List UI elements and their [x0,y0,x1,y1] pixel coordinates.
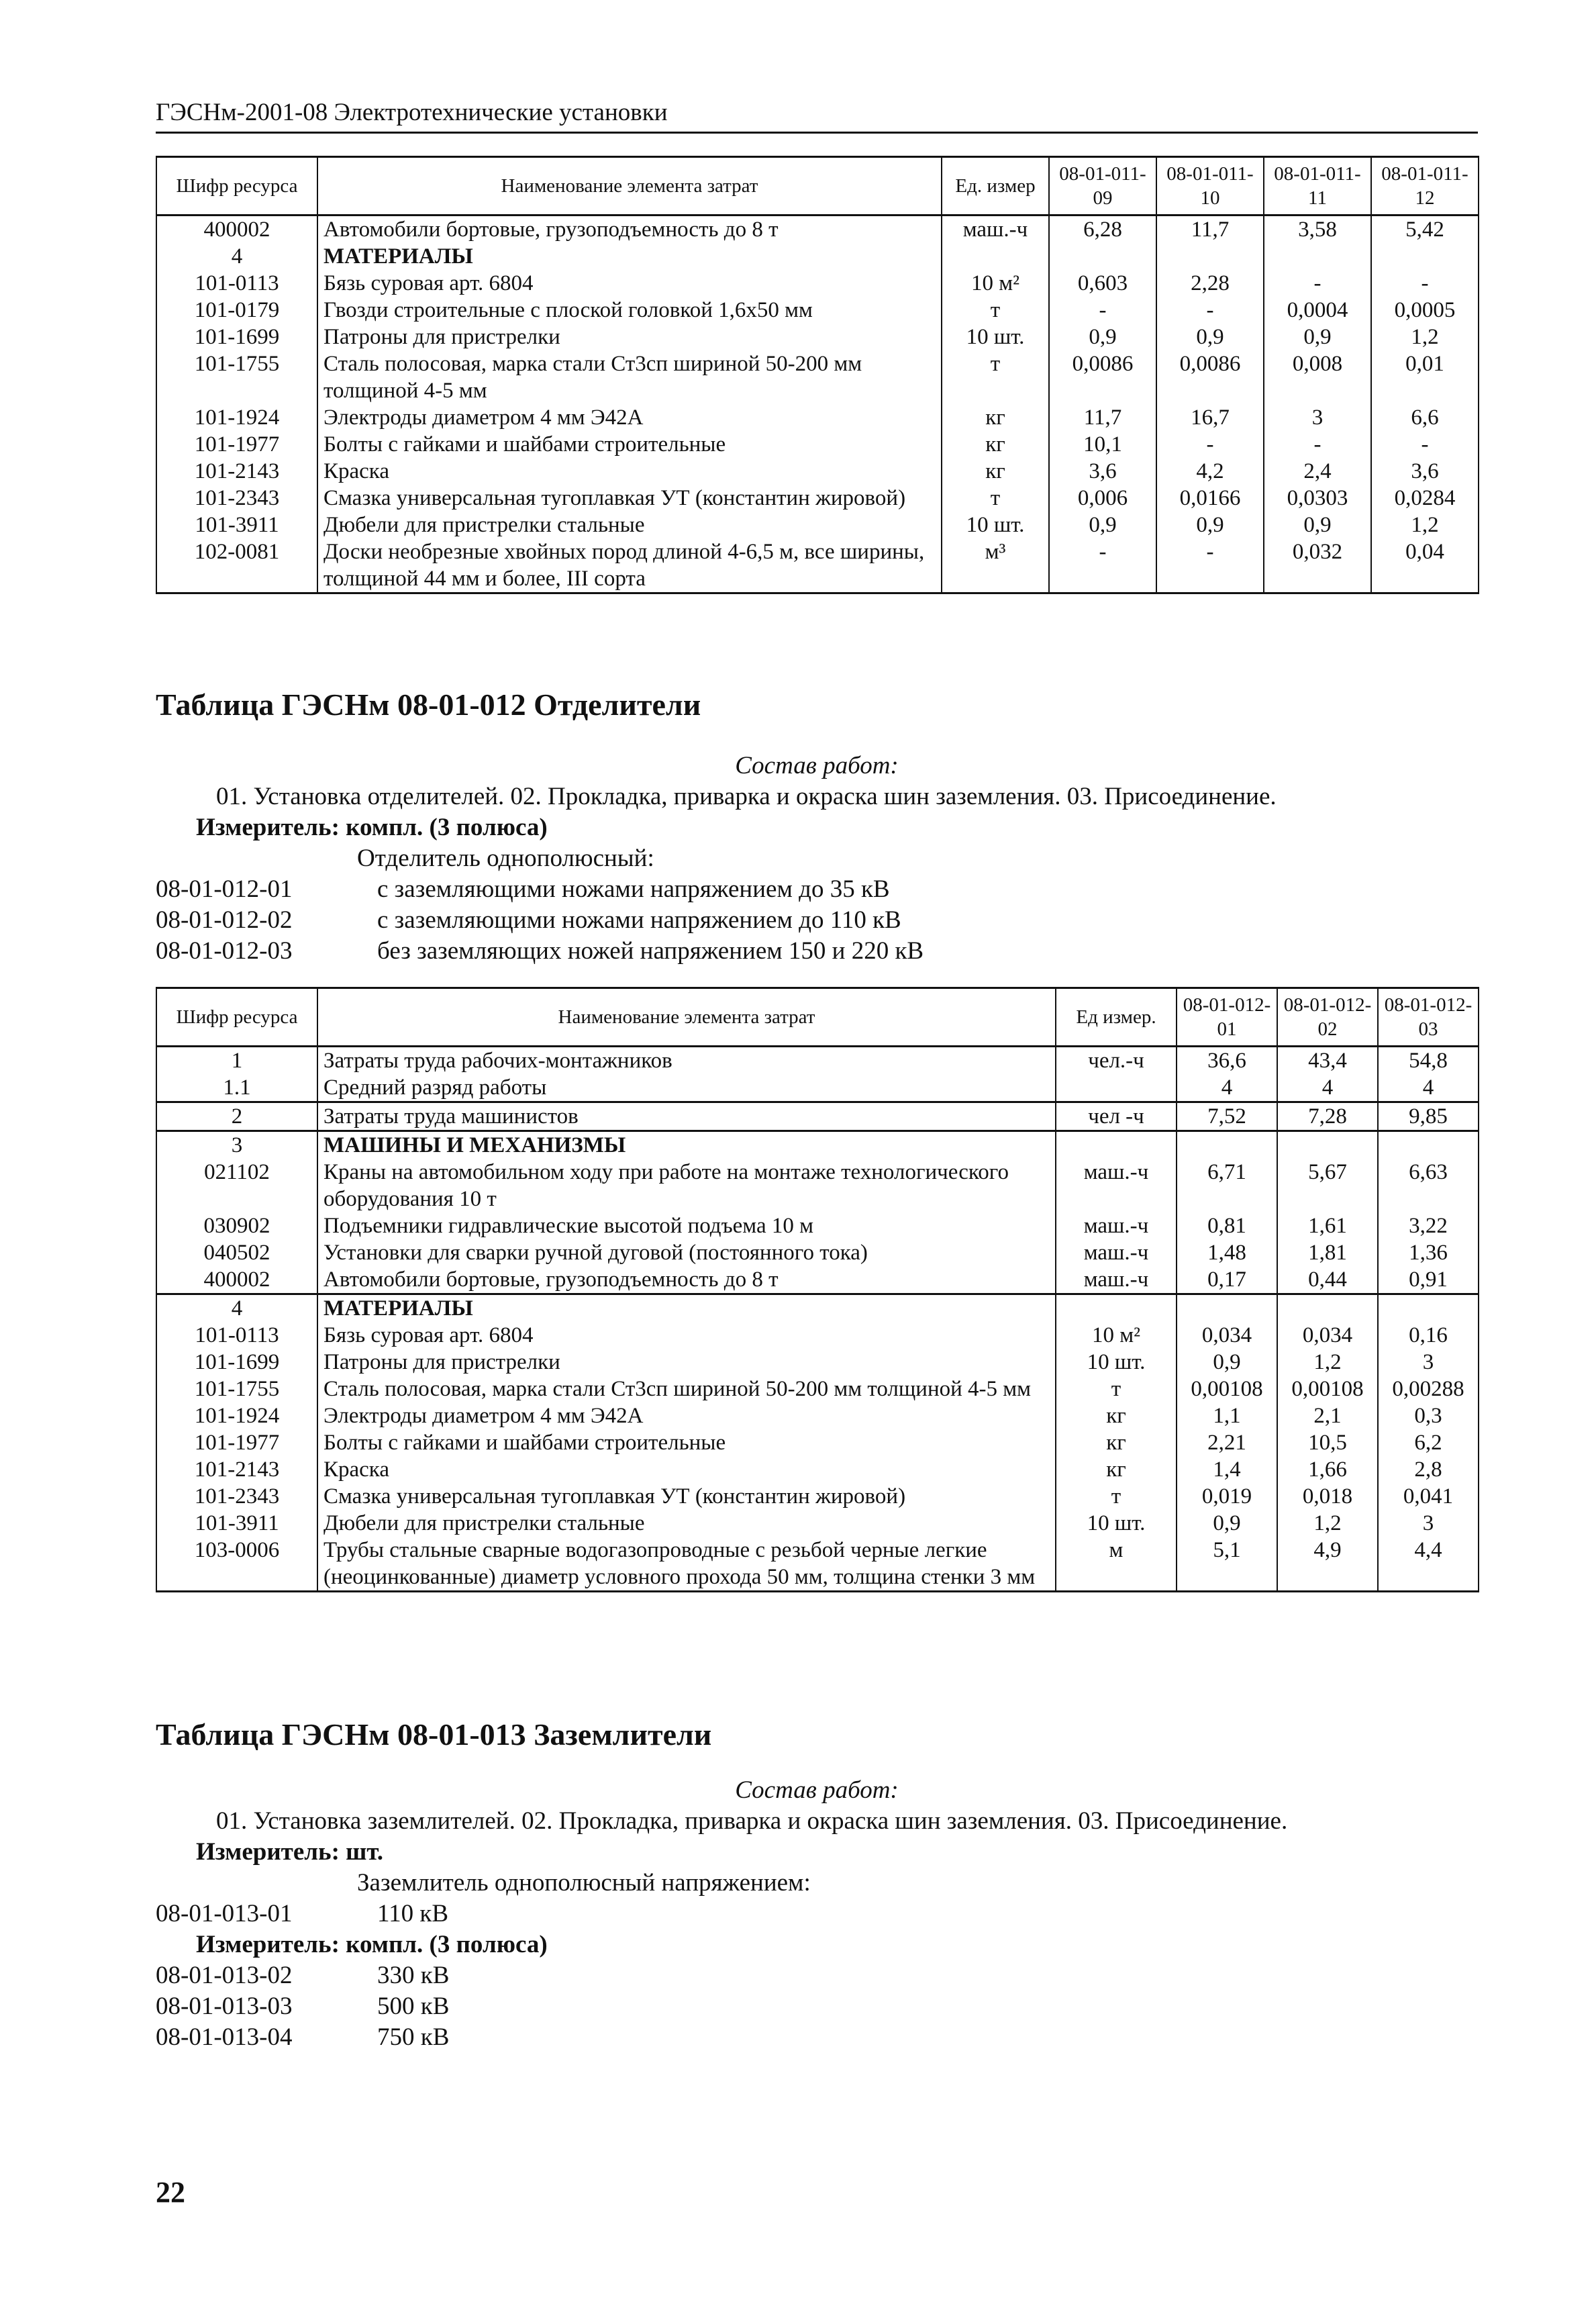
value-cell: 5,1 [1177,1537,1277,1592]
value-cell: 0,04 [1371,538,1479,593]
resource-name-cell: Доски необрезные хвойных пород длиной 4-6,5 м, все ширины, толщиной 44 мм и более, III сорта [317,538,942,593]
resource-name-cell: Смазка универсальная тугоплавкая УТ (константин жировой) [317,485,942,512]
variant-code: 08-01-013-04 [156,2023,293,2051]
value-cell: 11,7 [1156,216,1264,244]
table-header-row [156,988,1479,1047]
variant-code: 08-01-013-03 [156,1993,293,2020]
variant-line [156,1960,1478,1991]
value-cell: 0,041 [1378,1483,1479,1510]
section-013-description [156,1775,1478,2053]
resource-name-cell: Установки для сварки ручной дуговой (постоянного тока) [317,1239,1056,1266]
table-row [156,512,1479,538]
value-cell: 0,0284 [1371,485,1479,512]
resource-code-cell: 1 [156,1047,317,1075]
value-cell: 5,42 [1371,216,1479,244]
resource-name-cell: Подъемники гидравлические высотой подъема 10 м [317,1212,1056,1239]
value-cell [1177,1294,1277,1323]
value-cell: 0,91 [1378,1266,1479,1294]
value-cell: 7,28 [1277,1102,1378,1131]
value-cell: 3,22 [1378,1212,1479,1239]
resource-code-cell: 103-0006 [156,1537,317,1592]
resource-name-cell: Бязь суровая арт. 6804 [317,1322,1056,1349]
meter-label: Измеритель: [196,1838,340,1866]
resource-name-cell: Автомобили бортовые, грузоподъемность до 8 т [317,216,942,244]
variant-code: 08-01-012-02 [156,906,293,934]
meter-value: компл. (3 полюса) [346,814,548,841]
value-cell: 4 [1177,1074,1277,1102]
page-header [156,98,1478,134]
resource-code-cell: 101-0113 [156,1322,317,1349]
value-cell: 1,48 [1177,1239,1277,1266]
variant-code: 08-01-013-01 [156,1900,293,1927]
resource-code-cell: 101-0113 [156,270,317,297]
resource-code-cell: 040502 [156,1239,317,1266]
variant-code: 08-01-013-02 [156,1962,293,1989]
meter-label: Измеритель: [196,814,340,841]
resource-code-cell: 101-1755 [156,350,317,404]
resource-name-cell: Автомобили бортовые, грузоподъемность до 8 т [317,1266,1056,1294]
value-cell: 1,2 [1277,1510,1378,1537]
value-cell: 3 [1264,404,1371,431]
value-cell: 1,2 [1277,1349,1378,1376]
value-cell [1156,243,1264,270]
column-header-code: Шифр ресурса [156,157,317,216]
unit-cell: 10 м² [942,270,1049,297]
variant-text: 500 кВ [377,1993,450,2020]
value-cell: 0,0086 [1156,350,1264,404]
resource-name-cell: Бязь суровая арт. 6804 [317,270,942,297]
resource-name-cell: Краска [317,458,942,485]
value-cell: 7,52 [1177,1102,1277,1131]
value-cell: 10,1 [1049,431,1156,458]
resource-code-cell: 4 [156,243,317,270]
resource-name-cell: Смазка универсальная тугоплавкая УТ (константин жировой) [317,1483,1056,1510]
unit-cell: т [942,485,1049,512]
value-cell: 9,85 [1378,1102,1479,1131]
value-cell: 0,034 [1277,1322,1378,1349]
variant-text: с заземляющими ножами напряжением до 35 кВ [377,875,890,903]
meter-line [156,812,1478,843]
page-header-title: ГЭСНм-2001-08 Электротехнические установки [156,99,668,126]
unit-cell: 10 шт. [942,324,1049,350]
value-cell: 36,6 [1177,1047,1277,1075]
table-row [156,485,1479,512]
resource-code-cell: 030902 [156,1212,317,1239]
column-header-variant: 08-01-012-02 [1277,988,1378,1047]
variant-group-label: Заземлитель однополюсный напряжением: [357,1869,811,1897]
value-cell: 1,2 [1371,512,1479,538]
resource-table-012 [156,987,1479,1592]
resource-name-cell: Сталь полосовая, марка стали Ст3сп шириной 50-200 мм толщиной 4-5 мм [317,1376,1056,1402]
value-cell: 11,7 [1049,404,1156,431]
resource-name-cell: Болты с гайками и шайбами строительные [317,1429,1056,1456]
work-composition-label: Состав работ: [735,752,899,779]
unit-cell: 10 м² [1056,1322,1177,1349]
value-cell: 0,16 [1378,1322,1479,1349]
value-cell: 0,44 [1277,1266,1378,1294]
value-cell: 0,9 [1049,512,1156,538]
unit-cell: маш.-ч [1056,1212,1177,1239]
section-012-description [156,751,1478,967]
column-header-variant: 08-01-011-09 [1049,157,1156,216]
section-row [156,243,1479,270]
variant-text: 110 кВ [377,1900,449,1927]
unit-cell: м³ [942,538,1049,593]
unit-cell: т [942,297,1049,324]
value-cell: 2,4 [1264,458,1371,485]
variant-line [156,1991,1478,2022]
column-header-unit: Ед. измер [942,157,1049,216]
unit-cell: т [942,350,1049,404]
variant-code: 08-01-012-01 [156,875,293,903]
value-cell: 4 [1277,1074,1378,1102]
value-cell: 1,81 [1277,1239,1378,1266]
column-header-name: Наименование элемента затрат [317,157,942,216]
value-cell: 0,008 [1264,350,1371,404]
table-row [156,1349,1479,1376]
resource-table-011 [156,156,1479,594]
resource-name-cell: Электроды диаметром 4 мм Э42А [317,404,942,431]
meter-value: шт. [346,1838,384,1866]
value-cell: 2,28 [1156,270,1264,297]
table-row [156,324,1479,350]
table-row [156,431,1479,458]
value-cell [1378,1131,1479,1159]
value-cell: 0,9 [1156,324,1264,350]
unit-cell: кг [1056,1456,1177,1483]
resource-code-cell: 2 [156,1102,317,1131]
unit-cell: маш.-ч [1056,1159,1177,1212]
value-cell: 1,2 [1371,324,1479,350]
value-cell: 4,9 [1277,1537,1378,1592]
value-cell: - [1049,297,1156,324]
resource-name-cell: Дюбели для пристрелки стальные [317,512,942,538]
variant-text: 750 кВ [377,2023,450,2051]
value-cell [1277,1294,1378,1323]
value-cell: 0,0166 [1156,485,1264,512]
value-cell: 0,0004 [1264,297,1371,324]
value-cell [1049,243,1156,270]
value-cell: 0,032 [1264,538,1371,593]
column-header-variant: 08-01-012-01 [1177,988,1277,1047]
variant-line [156,905,1478,936]
value-cell: 4,4 [1378,1537,1479,1592]
unit-cell [942,243,1049,270]
value-cell: 0,00108 [1177,1376,1277,1402]
variant-code: 08-01-012-03 [156,937,293,965]
resource-name-cell: Болты с гайками и шайбами строительные [317,431,942,458]
variant-line [156,2022,1478,2053]
value-cell: 0,01 [1371,350,1479,404]
resource-code-cell: 101-1977 [156,1429,317,1456]
resource-code-cell: 101-1699 [156,324,317,350]
unit-cell: т [1056,1483,1177,1510]
value-cell: 6,63 [1378,1159,1479,1212]
resource-name-cell: Электроды диаметром 4 мм Э42А [317,1402,1056,1429]
unit-cell: чел -ч [1056,1102,1177,1131]
value-cell: 6,28 [1049,216,1156,244]
work-composition-label: Состав работ: [735,1776,899,1804]
table-013-title: Таблица ГЭСНм 08-01-013 Заземлители [156,1717,712,1752]
value-cell: 1,66 [1277,1456,1378,1483]
table-row [156,216,1479,244]
resource-code-cell: 101-2143 [156,1456,317,1483]
value-cell [1378,1294,1479,1323]
value-cell: 0,3 [1378,1402,1479,1429]
value-cell: 3 [1378,1349,1479,1376]
unit-cell: кг [942,404,1049,431]
resource-name-cell: Патроны для пристрелки [317,1349,1056,1376]
resource-name-cell: Средний разряд работы [317,1074,1056,1102]
table-row [156,1074,1479,1102]
resource-name-cell: Затраты труда рабочих-монтажников [317,1047,1056,1075]
value-cell: 1,36 [1378,1239,1479,1266]
value-cell: 0,9 [1177,1349,1277,1376]
table-row [156,538,1479,593]
column-header-variant: 08-01-011-12 [1371,157,1479,216]
value-cell: 1,61 [1277,1212,1378,1239]
unit-cell: 10 шт. [1056,1349,1177,1376]
unit-cell: маш.-ч [1056,1239,1177,1266]
meter-value: компл. (3 полюса) [346,1931,548,1958]
column-header-code: Шифр ресурса [156,988,317,1047]
resource-code-cell: 4 [156,1294,317,1323]
table-row [156,1266,1479,1294]
resource-name-cell: Дюбели для пристрелки стальные [317,1510,1056,1537]
value-cell: 6,6 [1371,404,1479,431]
column-header-variant: 08-01-011-11 [1264,157,1371,216]
value-cell: 3,58 [1264,216,1371,244]
unit-cell: кг [942,431,1049,458]
value-cell: 0,9 [1156,512,1264,538]
variant-line [156,936,1478,967]
work-composition-text: 01. Установка заземлителей. 02. Прокладка, приварка и окраска шин заземления. 03. Присоединение. [216,1807,1288,1835]
table-row [156,1537,1479,1592]
resource-code-cell: 101-1924 [156,404,317,431]
table-header-row [156,157,1479,216]
value-cell: 5,67 [1277,1159,1378,1212]
section-row [156,1131,1479,1159]
resource-name-cell: Трубы стальные сварные водогазопроводные с резьбой черные легкие (неоцинкованные) диаметр условного прохода 50 мм, толщина стенки 3 мм [317,1537,1056,1592]
value-cell: 0,0005 [1371,297,1479,324]
value-cell: 0,603 [1049,270,1156,297]
table-row [156,1376,1479,1402]
resource-code-cell: 101-3911 [156,512,317,538]
meter-line [156,1837,1478,1868]
variant-text: с заземляющими ножами напряжением до 110 кВ [377,906,901,934]
variant-line [156,874,1478,905]
value-cell: 0,019 [1177,1483,1277,1510]
value-cell: 16,7 [1156,404,1264,431]
table-row [156,458,1479,485]
table-row [156,1212,1479,1239]
table-row [156,1239,1479,1266]
resource-name-cell: Краска [317,1456,1056,1483]
value-cell: - [1156,538,1264,593]
value-cell: 0,9 [1177,1510,1277,1537]
value-cell: 0,17 [1177,1266,1277,1294]
value-cell: - [1156,297,1264,324]
table-row [156,1429,1479,1456]
resource-code-cell: 101-1977 [156,431,317,458]
value-cell: 43,4 [1277,1047,1378,1075]
value-cell: 0,9 [1264,512,1371,538]
value-cell: 0,9 [1049,324,1156,350]
table-row [156,297,1479,324]
resource-code-cell: 1.1 [156,1074,317,1102]
column-header-unit: Ед измер. [1056,988,1177,1047]
table-012-title: Таблица ГЭСНм 08-01-012 Отделители [156,687,701,722]
value-cell: 2,21 [1177,1429,1277,1456]
unit-cell: м [1056,1537,1177,1592]
work-composition-text: 01. Установка отделителей. 02. Прокладка, приварка и окраска шин заземления. 03. Присоединение. [216,783,1277,810]
value-cell: 1,4 [1177,1456,1277,1483]
table-row [156,1047,1479,1075]
value-cell: 3,6 [1371,458,1479,485]
value-cell: 1,1 [1177,1402,1277,1429]
column-header-variant: 08-01-012-03 [1378,988,1479,1047]
unit-cell: кг [1056,1429,1177,1456]
table-row [156,1322,1479,1349]
table-row [156,1483,1479,1510]
table-row [156,350,1479,404]
unit-cell [1056,1131,1177,1159]
resource-code-cell: 3 [156,1131,317,1159]
value-cell: 6,71 [1177,1159,1277,1212]
resource-code-cell: 101-1924 [156,1402,317,1429]
table-row [156,1456,1479,1483]
column-header-variant: 08-01-011-10 [1156,157,1264,216]
value-cell: - [1264,431,1371,458]
resource-name-cell: Затраты труда машинистов [317,1102,1056,1131]
meter-line [156,1929,1478,1960]
table-row [156,1402,1479,1429]
variant-group-label: Отделитель однополюсный: [357,845,654,872]
value-cell: 4,2 [1156,458,1264,485]
resource-code-cell: 101-0179 [156,297,317,324]
value-cell: 0,00108 [1277,1376,1378,1402]
unit-cell: чел.-ч [1056,1047,1177,1075]
table-row [156,1510,1479,1537]
unit-cell: маш.-ч [1056,1266,1177,1294]
unit-cell: т [1056,1376,1177,1402]
value-cell: - [1156,431,1264,458]
value-cell: 0,0086 [1049,350,1156,404]
value-cell: 6,2 [1378,1429,1479,1456]
value-cell: 0,0303 [1264,485,1371,512]
resource-name-cell: Сталь полосовая, марка стали Ст3сп шириной 50-200 мм толщиной 4-5 мм [317,350,942,404]
table-row [156,270,1479,297]
variant-line [156,1899,1478,1929]
resource-name-cell: МАТЕРИАЛЫ [317,1294,1056,1323]
table-row [156,404,1479,431]
unit-cell: 10 шт. [1056,1510,1177,1537]
table-row [156,1159,1479,1212]
page-number: 22 [156,2176,185,2209]
resource-code-cell: 101-2343 [156,1483,317,1510]
variant-text: без заземляющих ножей напряжением 150 и 220 кВ [377,937,924,965]
value-cell [1371,243,1479,270]
unit-cell [1056,1074,1177,1102]
resource-code-cell: 101-1755 [156,1376,317,1402]
resource-code-cell: 400002 [156,1266,317,1294]
resource-code-cell: 101-2143 [156,458,317,485]
resource-name-cell: МАШИНЫ И МЕХАНИЗМЫ [317,1131,1056,1159]
value-cell: - [1371,270,1479,297]
resource-name-cell: Патроны для пристрелки [317,324,942,350]
value-cell: 2,8 [1378,1456,1479,1483]
section-row [156,1294,1479,1323]
resource-code-cell: 400002 [156,216,317,244]
resource-code-cell: 101-2343 [156,485,317,512]
value-cell: - [1264,270,1371,297]
unit-cell [1056,1294,1177,1323]
resource-code-cell: 101-1699 [156,1349,317,1376]
resource-name-cell: Гвозди строительные с плоской головкой 1,6х50 мм [317,297,942,324]
value-cell: 3 [1378,1510,1479,1537]
variant-text: 330 кВ [377,1962,450,1989]
value-cell: 0,9 [1264,324,1371,350]
unit-cell: 10 шт. [942,512,1049,538]
value-cell: 3,6 [1049,458,1156,485]
value-cell [1264,243,1371,270]
value-cell: 2,1 [1277,1402,1378,1429]
meter-label: Измеритель: [196,1931,340,1958]
value-cell: 0,00288 [1378,1376,1479,1402]
unit-cell: кг [1056,1402,1177,1429]
resource-name-cell: Краны на автомобильном ходу при работе на монтаже технологического оборудования 10 т [317,1159,1056,1212]
value-cell: 0,006 [1049,485,1156,512]
value-cell: 0,81 [1177,1212,1277,1239]
value-cell: - [1371,431,1479,458]
resource-name-cell: МАТЕРИАЛЫ [317,243,942,270]
value-cell [1277,1131,1378,1159]
resource-code-cell: 021102 [156,1159,317,1212]
column-header-name: Наименование элемента затрат [317,988,1056,1047]
resource-code-cell: 102-0081 [156,538,317,593]
value-cell: 0,018 [1277,1483,1378,1510]
value-cell: - [1049,538,1156,593]
resource-code-cell: 101-3911 [156,1510,317,1537]
table-row [156,1102,1479,1131]
unit-cell: маш.-ч [942,216,1049,244]
value-cell [1177,1131,1277,1159]
value-cell: 54,8 [1378,1047,1479,1075]
value-cell: 10,5 [1277,1429,1378,1456]
value-cell: 0,034 [1177,1322,1277,1349]
unit-cell: кг [942,458,1049,485]
value-cell: 4 [1378,1074,1479,1102]
